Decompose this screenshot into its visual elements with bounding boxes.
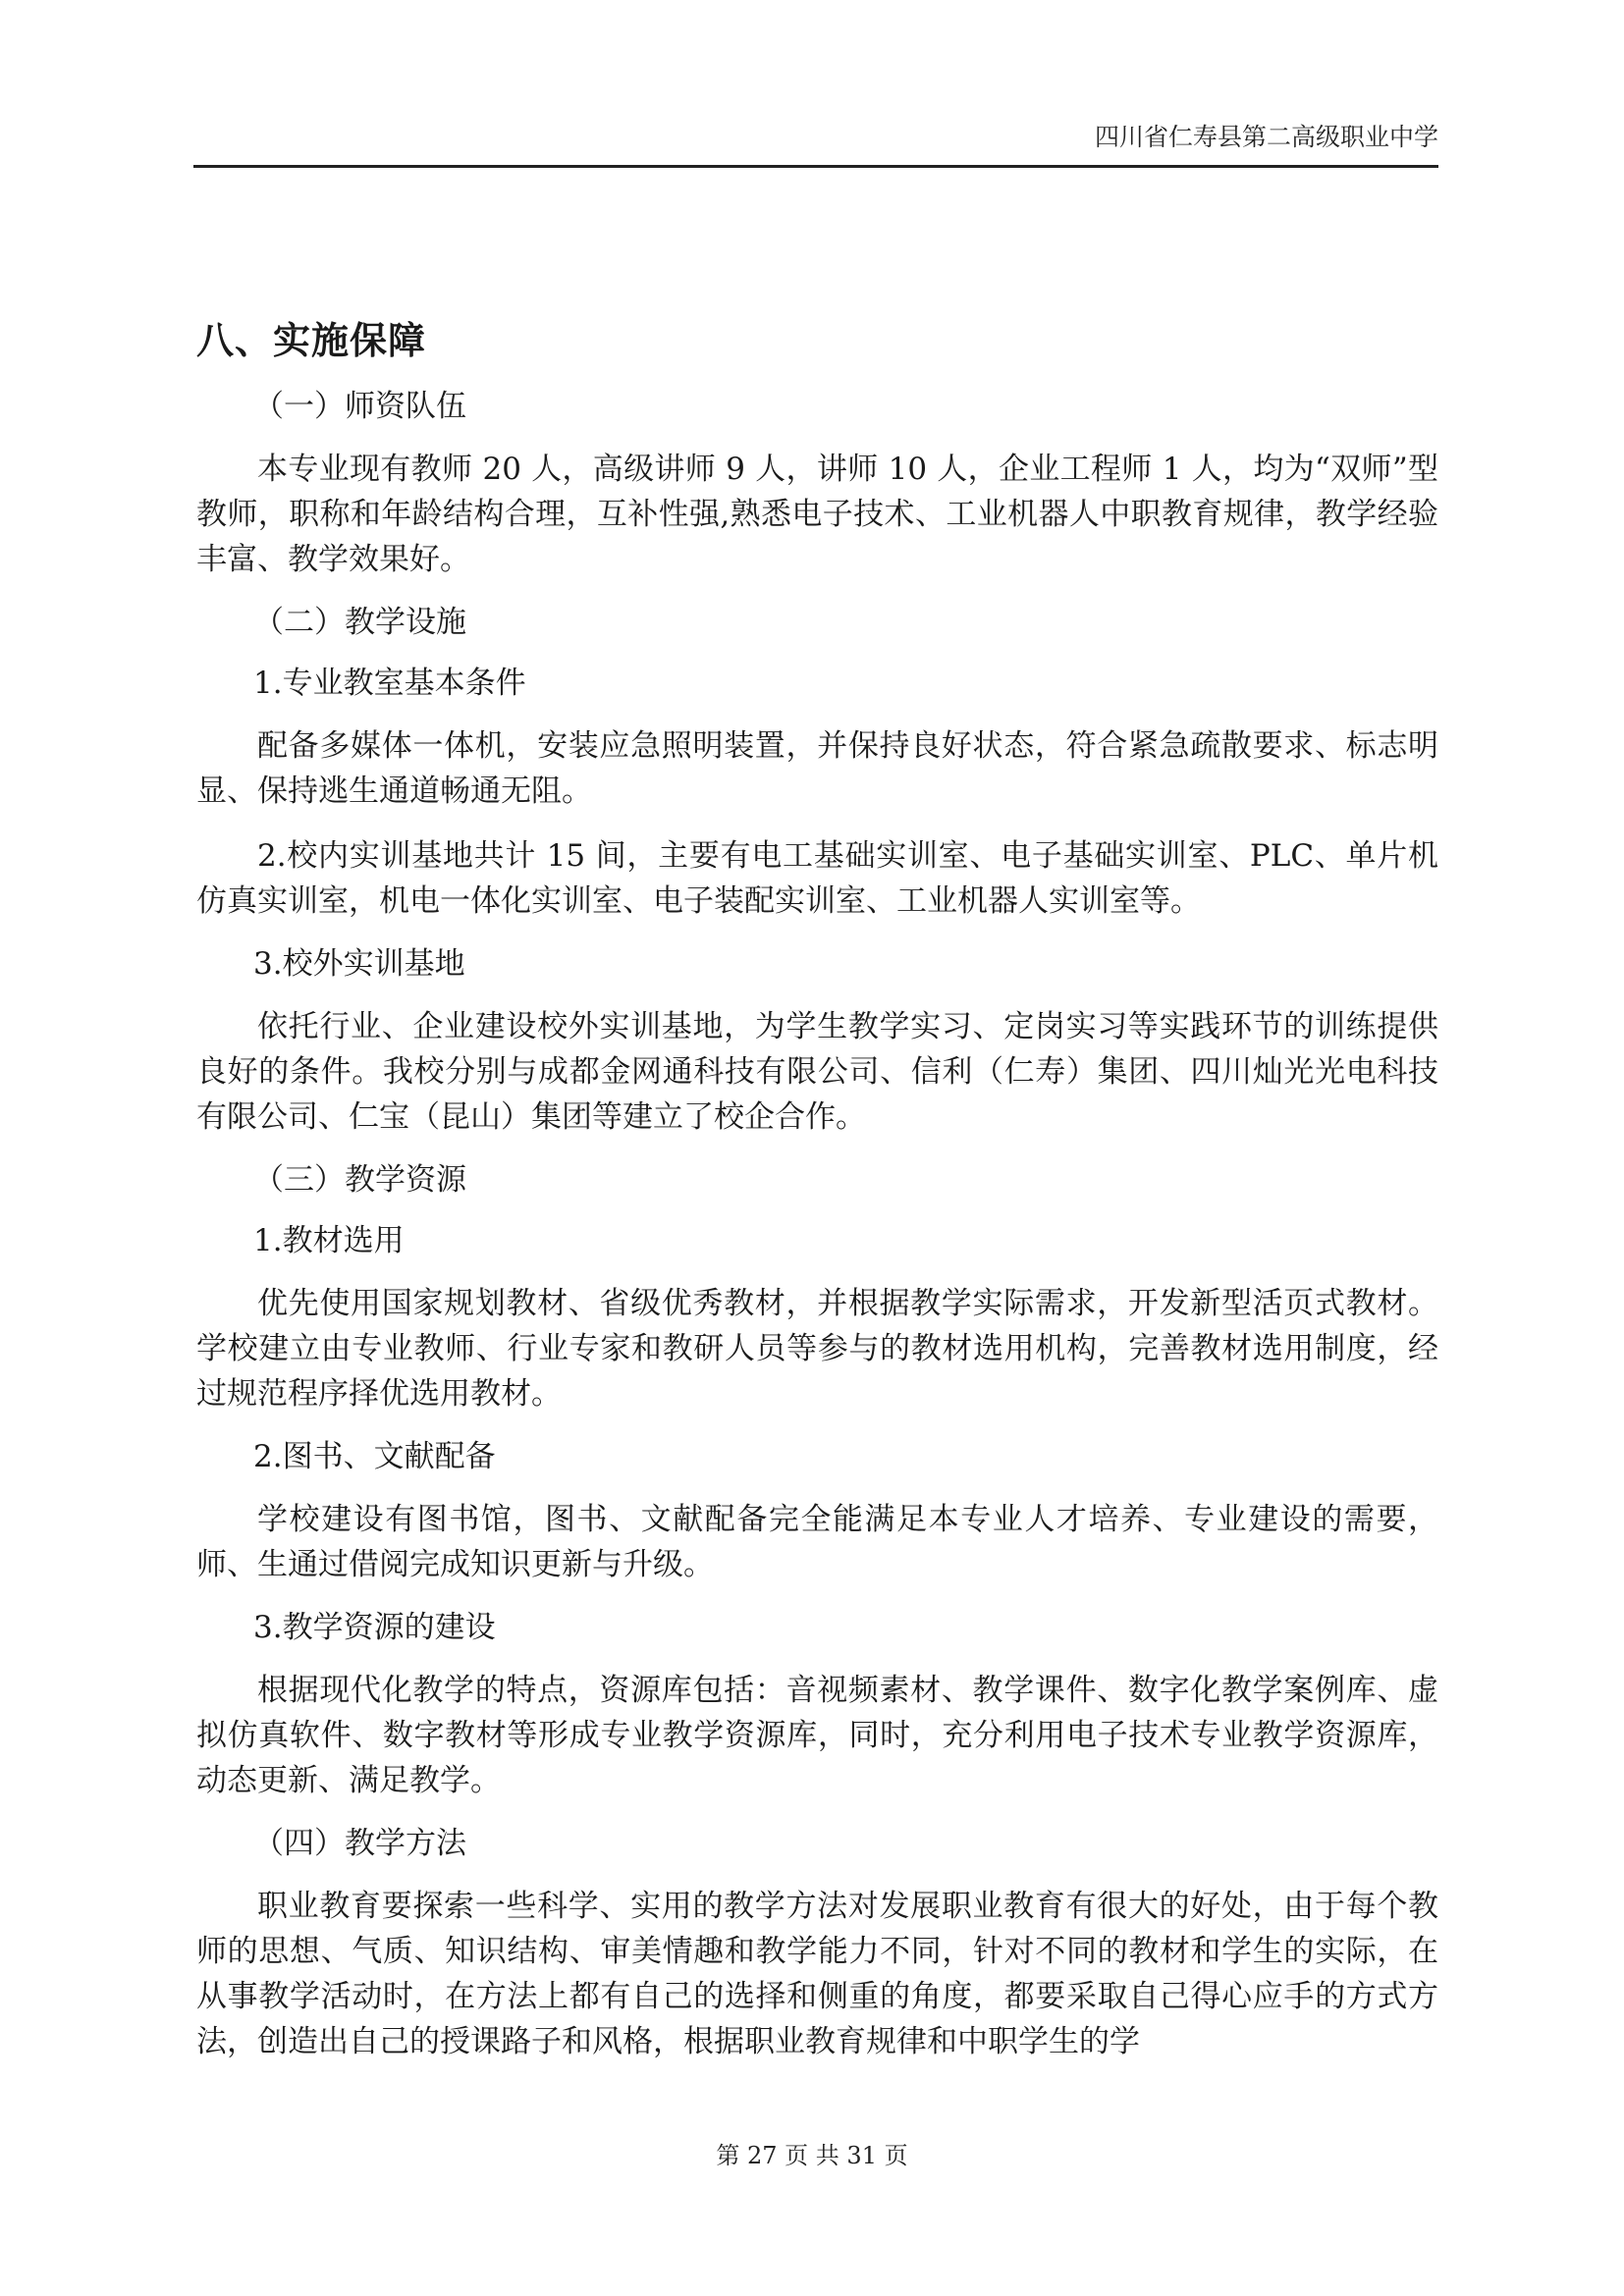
- item-heading: 1.教材选用: [253, 1223, 405, 1258]
- paragraph: 本专业现有教师 20 人，高级讲师 9 人，讲师 10 人，企业工程师 1 人，均为“双师”型教师，职称和年龄结构合理，互补性强,熟悉电子技术、工业机器人中职教育规律，教学经验丰富、教学效果好。: [196, 452, 1438, 577]
- header-school-name: 四川省仁寿县第二高级职业中学: [1094, 123, 1438, 151]
- page-content: [196, 310, 1438, 2084]
- paragraph: 2.校内实训基地共计 15 间，主要有电工基础实训室、电子基础实训室、PLC、单片机仿真实训室，机电一体化实训室、电子装配实训室、工业机器人实训室等。: [196, 838, 1438, 919]
- paragraph: 依托行业、企业建设校外实训基地，为学生教学实习、定岗实习等实践环节的训练提供良好的条件。我校分别与成都金网通科技有限公司、信利（仁寿）集团、四川灿光光电科技有限公司、仁宝（昆山）集团等建立了校企合作。: [196, 1009, 1438, 1135]
- subsection-heading: （三）教学资源: [253, 1162, 466, 1198]
- item-heading: 3.校外实训基地: [253, 946, 465, 982]
- page-footer: 第 27 页 共 31 页: [716, 2142, 908, 2169]
- paragraph: 优先使用国家规划教材、省级优秀教材，并根据教学实际需求，开发新型活页式教材。学校建立由专业教师、行业专家和教研人员等参与的教材选用机构，完善教材选用制度，经过规范程序择优选用教材。: [196, 1286, 1438, 1412]
- section-title: 八、实施保障: [196, 319, 427, 362]
- subsection-heading: （四）教学方法: [253, 1826, 466, 1861]
- paragraph: 学校建设有图书馆，图书、文献配备完全能满足本专业人才培养、专业建设的需要，师、生通过借阅完成知识更新与升级。: [196, 1502, 1438, 1582]
- subsection-heading: （二）教学设施: [253, 605, 466, 640]
- page-header: [193, 110, 1438, 168]
- paragraph: 配备多媒体一体机，安装应急照明装置，并保持良好状态，符合紧急疏散要求、标志明显、保持逃生通道畅通无阻。: [196, 728, 1438, 809]
- item-heading: 3.教学资源的建设: [253, 1610, 496, 1645]
- subsection-heading: （一）师资队伍: [253, 389, 466, 424]
- item-heading: 1.专业教室基本条件: [253, 666, 526, 701]
- item-heading: 2.图书、文献配备: [253, 1439, 496, 1474]
- paragraph: 职业教育要探索一些科学、实用的教学方法对发展职业教育有很大的好处，由于每个教师的思想、气质、知识结构、审美情趣和教学能力不同，针对不同的教材和学生的实际，在从事教学活动时，在方法上都有自己的选择和侧重的角度，都要采取自己得心应手的方式方法，创造出自己的授课路子和风格，根据职业教育规律和中职学生的学: [196, 1889, 1438, 2059]
- paragraph: 根据现代化教学的特点，资源库包括：音视频素材、教学课件、数字化教学案例库、虚拟仿真软件、数字教材等形成专业教学资源库，同时，充分利用电子技术专业教学资源库，动态更新、满足教学。: [196, 1673, 1438, 1798]
- content-blocks: [196, 386, 1438, 2064]
